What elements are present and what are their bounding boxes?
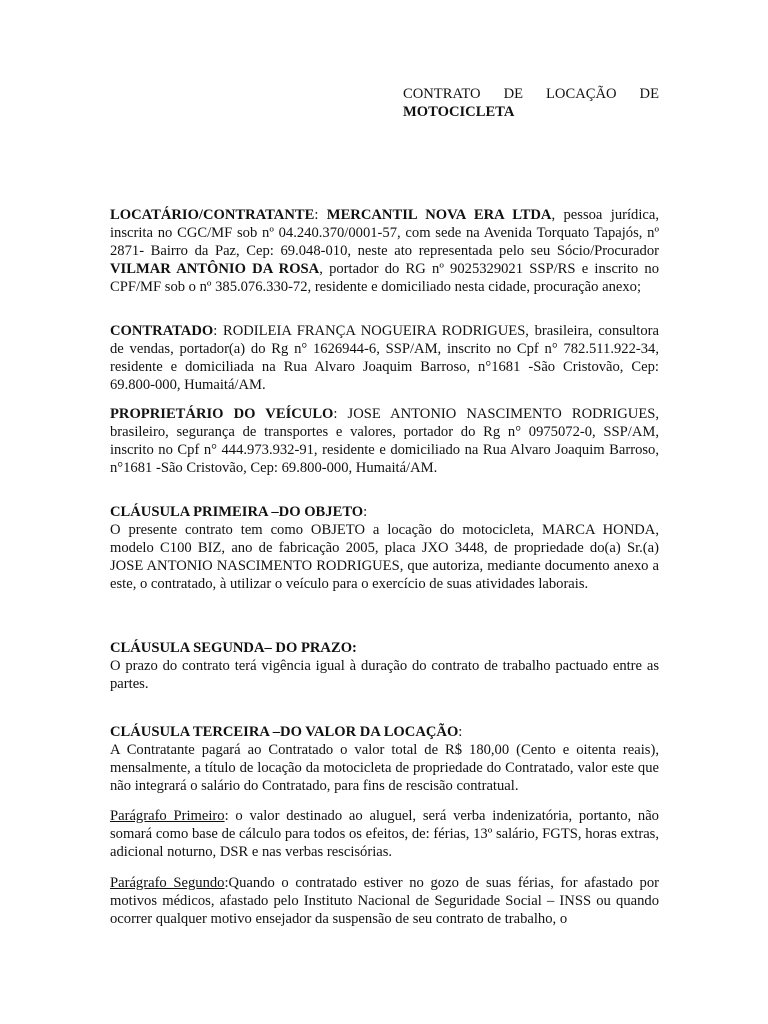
clausula-terceira-heading-suffix: : <box>458 724 463 740</box>
paragrafo-segundo <box>110 874 659 928</box>
proprietario-text: : JOSE ANTONIO NASCIMENTO RODRIGUES, brasileiro, segurança de transportes e valores, portador do Rg n° 0975072-0, SSP/AM, inscrito no Cpf n° 444.973.932-91, residente e domiciliado na Rua Alvaro Joaquim Barroso, n°1681 -São Cristovão, Cep: 69.800-000, Humaitá/AM. <box>110 406 659 476</box>
clausula-terceira-text: A Contratante pagará ao Contratado o valor total de R$ 180,00 (Cento e oitenta reais), mensalmente, a título de locação da motocicleta de propriedade do Contratado, valor este que não integrará o salário do Contratado, para fins de rescisão contratual. <box>110 742 659 794</box>
paragrafo-primeiro-label: Parágrafo Primeiro <box>110 808 225 824</box>
clausula-primeira-heading: CLÁUSULA PRIMEIRA –DO OBJETO <box>110 504 364 520</box>
locatario-paragraph <box>110 206 659 296</box>
clausula-terceira <box>110 723 659 795</box>
paragrafo-segundo-label: Parágrafo Segundo <box>110 875 225 891</box>
locatario-representative: VILMAR ANTÔNIO DA ROSA <box>110 261 320 277</box>
locatario-text-1: , pessoa jurídica, inscrita no CGC/MF sob nº 04.240.370/0001-57, com sede na Avenida Torquato Tapajós, nº 2871- Bairro da Paz, Cep: 69.048-010, neste ato representada pelo seu Sócio/Procurador <box>110 207 660 259</box>
locatario-sep: : <box>314 207 327 223</box>
contratado-label: CONTRATADO <box>110 323 214 339</box>
contratado-paragraph <box>110 322 659 394</box>
contratado-text: : RODILEIA FRANÇA NOGUEIRA RODRIGUES, brasileira, consultora de vendas, portador(a) do Rg n° 1626944-6, SSP/AM, inscrito no Cpf n° 782.511.922-34, residente e domiciliada na Rua Alvaro Joaquim Barroso, n°1681 -São Cristovão, Cep: 69.800-000, Humaitá/AM. <box>110 323 659 393</box>
clausula-terceira-heading: CLÁUSULA TERCEIRA –DO VALOR DA LOCAÇÃO <box>110 724 459 740</box>
clausula-primeira-heading-suffix: : <box>363 504 368 520</box>
paragrafo-primeiro-text: : o valor destinado ao aluguel, será verba indenizatória, portanto, não somará como base de cálculo para todos os efeitos, de: férias, 13º salário, FGTS, horas extras, adicional noturno, DSR e nas verbas rescisórias. <box>110 808 659 860</box>
locatario-company: MERCANTIL NOVA ERA LTDA <box>326 207 552 223</box>
proprietario-label: PROPRIETÁRIO DO VEÍCULO <box>110 406 334 422</box>
locatario-label: LOCATÁRIO/CONTRATANTE <box>110 207 315 223</box>
paragrafo-segundo-text: :Quando o contratado estiver no gozo de suas férias, for afastado por motivos médicos, afastado pelo Instituto Nacional de Seguridade Social – INSS ou quando ocorrer qualquer motivo ensejador da suspensão de seu contrato de trabalho, o <box>110 875 659 927</box>
clausula-segunda-text: O prazo do contrato terá vigência igual à duração do contrato de trabalho pactuado entre as partes. <box>110 658 659 692</box>
clausula-segunda-heading: CLÁUSULA SEGUNDA– DO PRAZO: <box>110 640 357 656</box>
locatario-text-2: , portador do RG nº 9025329021 SSP/RS e inscrito no CPF/MF sob o nº 385.076.330-72, residente e domiciliado nesta cidade, procuração anexo; <box>110 261 659 295</box>
clausula-primeira <box>110 503 659 593</box>
proprietario-paragraph <box>110 405 659 477</box>
clausula-primeira-text: O presente contrato tem como OBJETO a locação do motocicleta, MARCA HONDA, modelo C100 BIZ, ano de fabricação 2005, placa JXO 3448, de propriedade do(a) Sr.(a) JOSE ANTONIO NASCIMENTO RODRIGUES, que autoriza, mediante documento anexo a este, o contratado, à utilizar o veículo para o exercício de suas atividades laborais. <box>110 522 659 592</box>
clausula-segunda <box>110 639 659 693</box>
document-title <box>403 85 659 121</box>
paragrafo-primeiro <box>110 807 659 861</box>
title-line-2: MOTOCICLETA <box>403 104 515 120</box>
title-line-1: CONTRATO DE LOCAÇÃO DE <box>403 86 659 102</box>
